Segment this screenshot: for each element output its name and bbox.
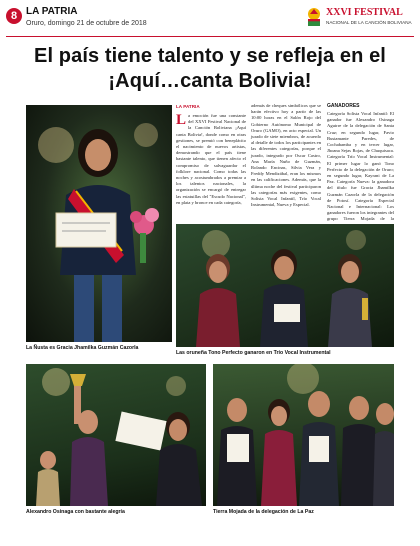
- festival-logo: [304, 6, 412, 34]
- publication-name: LA PATRIA: [26, 6, 78, 17]
- article-column-1-text: a emoción fue una constante del XXVI Festival Nacional de la Canción Boliviana ¡Aquí canta Bolivia!, donde como en otras gestiones, se premió con beneplácito el nacimiento de nuevos artistas, demostrando que el país tiene bastante talento, que tienen afecto el compromiso de salvaguardar el folklore nacional. Como todas las noches y acostumbrados a premiar a los talentos nacionales, la organización se encargó de entregar las estatuillas del "Escudo Nacional", en plata y bronce en cada categoría,: [176, 113, 246, 205]
- photo-alexandro-osinaga: [26, 364, 206, 506]
- festival-emblem-icon: [304, 6, 324, 28]
- article-kicker: LA PATRIA: [176, 104, 200, 109]
- header-divider: [6, 36, 414, 37]
- article-column-1: [176, 113, 246, 206]
- headline: El país tiene talento y se refleja en el ¡Aquí…canta Bolivia!: [34, 45, 386, 92]
- dateline: Oruro, domingo 21 de octubre de 2018: [26, 20, 147, 27]
- article-column-3: [327, 103, 394, 229]
- page-number: 8: [6, 8, 22, 24]
- trio-illustration: [176, 224, 394, 347]
- article-column-2: [251, 103, 321, 208]
- photo-nusta-winner: [26, 105, 172, 342]
- drop-cap: L: [176, 112, 187, 128]
- article-column-3-text: Categoría Solista Vocal Infantil: El ganador fue Alexandro Osinaga Aguirre de la delegación de Santa Cruz; en segundo lugar, Favio Bustamante Paredes, de Cochabamba y en tercer lugar, Jhoana Sejas Rojas, de Chuquisaca. Categoría Trío Vocal Instrumental: El primer lugar lo ganó Tono Perfecto de la delegación de Oruro; en segundo lugar, Kayrani de La Paz. Categoría Nueva: la ganadora del título fue Gracia Jhamilka Guzmán Cazorla de la delegación de Potosí. Categoría Especial Nacional e Internacional: Los ganadores fueron los integrantes del grupo Tierra Mojada de la: [327, 111, 394, 222]
- caption-photo-4: Tierra Mojada de la delegación de La Paz: [213, 509, 314, 515]
- child-winner-illustration: [26, 364, 206, 506]
- winner-figure-illustration: [26, 105, 172, 342]
- festival-subtitle: NACIONAL DE LA CANCIÓN BOLIVIANA: [326, 20, 412, 25]
- group-illustration: [213, 364, 394, 506]
- caption-photo-2: Las oruneña Tono Perfecto ganaron en Trío Vocal Instrumental: [176, 350, 331, 356]
- photo-tierra-mojada: [213, 364, 394, 506]
- page-header: [0, 0, 420, 46]
- festival-title: XXVI FESTIVAL: [326, 7, 403, 18]
- winners-subheading: GANADORES: [327, 103, 360, 109]
- photo-tono-perfecto: [176, 224, 394, 347]
- caption-photo-1: La Ñusta es Gracia Jhamilka Guzmán Cazorla: [26, 345, 139, 351]
- article-column-2-text: además de cheques simbólicos que se harán efectivo hoy a partir de las 10:00 horas en el Salón Rojo del Gobierno Autónomo Municipal de Oruro (GAMO), en acto especial. Un jurado de siete miembros, de acuerdo al detalle de todos los participantes en las diferentes categorías, porque el jurado, integrado por Oscar Castro, Ana María Nuño de Guzmán, Rolando Encinas, Silvia Vera y Freddy Mendizábal, eran los mismos en las calificaciones. Además, que la última noche del festival participaron las categorías más exigentes, como Solista Vocal Infantil, Trío Vocal Instrumental, Nueva y Especial.: [251, 103, 321, 208]
- caption-photo-3: Alexandro Osinaga con bastante alegría: [26, 509, 125, 515]
